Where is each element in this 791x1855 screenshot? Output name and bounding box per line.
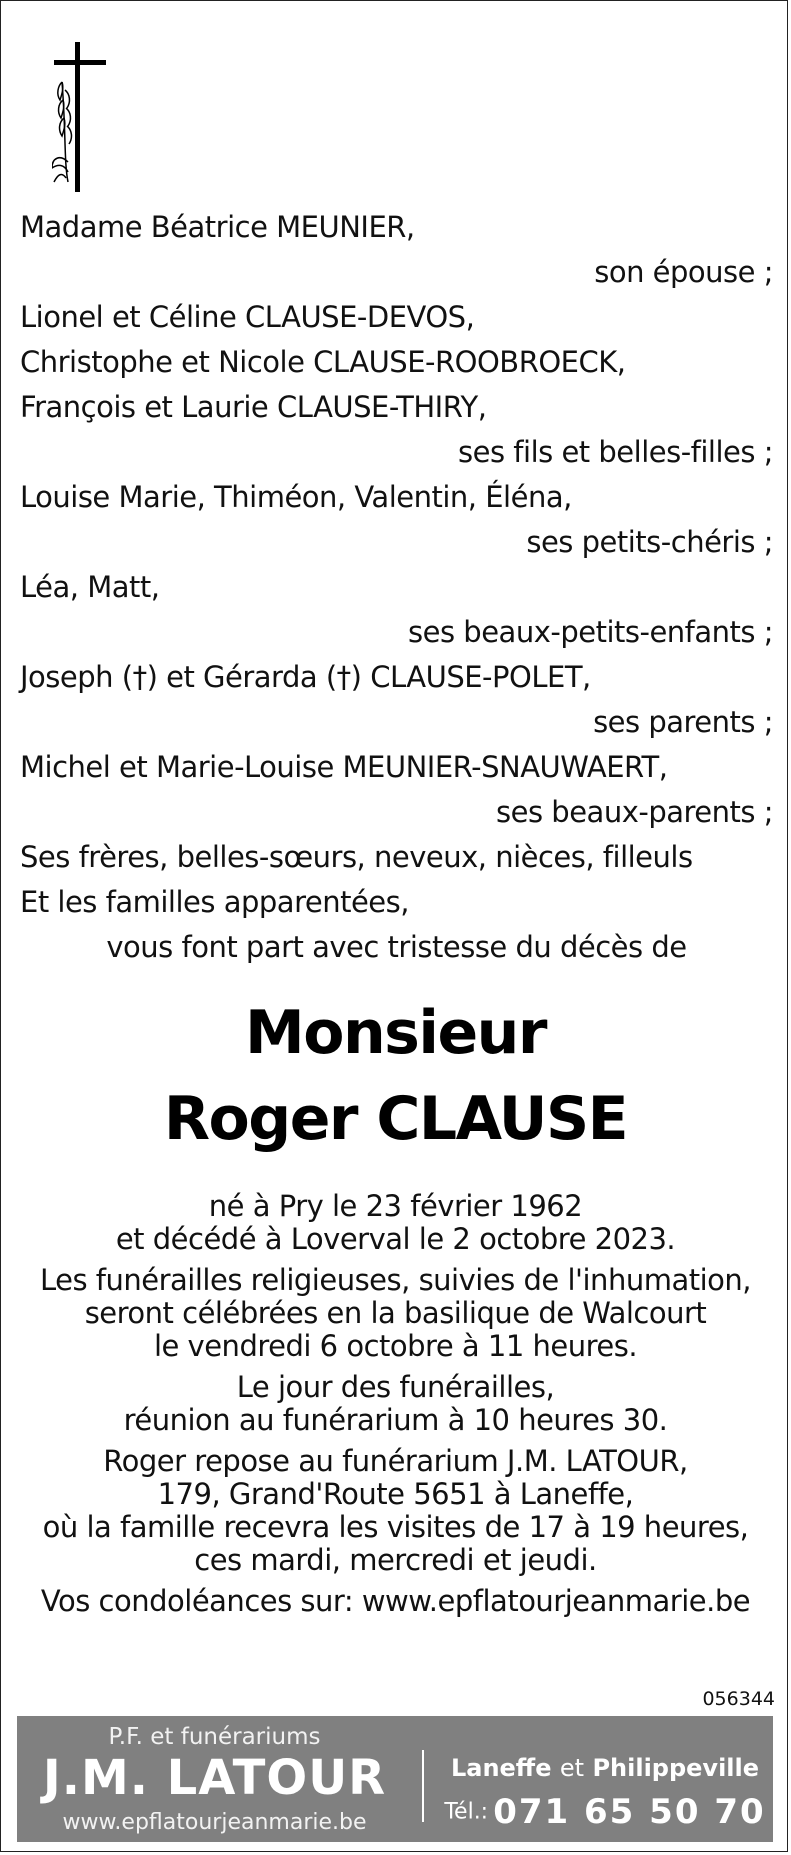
death-line: et décédé à Loverval le 2 octobre 2023. <box>115 1222 676 1256</box>
family-line: Michel et Marie-Louise MEUNIER-SNAUWAERT, <box>20 750 668 784</box>
relation-line: son épouse ; <box>594 255 773 289</box>
phone-label: Tél.: <box>444 1799 489 1825</box>
deceased-title: Monsieur <box>245 998 546 1068</box>
details-block <box>0 1190 791 1618</box>
relation-line: ses beaux-petits-enfants ; <box>408 615 773 649</box>
visitation-line: ces mardi, mercredi et jeudi. <box>194 1543 597 1577</box>
funeral-line: Les funérailles religieuses, suivies de l'inhumation, <box>39 1263 751 1297</box>
announcement-line: vous font part avec tristesse du décès de <box>106 930 687 964</box>
reference-number: 056344 <box>702 1688 775 1710</box>
birth-line: né à Pry le 23 février 1962 <box>208 1189 583 1223</box>
family-line: Ses frères, belles-sœurs, neveux, nièces, filleuls <box>20 840 693 874</box>
gathering-line: Le jour des funérailles, <box>236 1370 555 1404</box>
family-line: Léa, Matt, <box>20 570 160 604</box>
visitation-line: où la famille recevra les visites de 17 à 19 heures, <box>42 1510 749 1544</box>
location-philippeville: Philippeville <box>592 1754 760 1782</box>
location-conjunction: et <box>559 1754 585 1782</box>
condolences-line: Vos condoléances sur: www.epflatourjeanmarie.be <box>40 1584 751 1618</box>
funeral-home-contact <box>437 1716 773 1842</box>
relation-line: ses fils et belles-filles ; <box>458 435 773 469</box>
funeral-home-locations <box>437 1754 773 1782</box>
funeral-home-banner <box>17 1716 773 1842</box>
family-line: François et Laurie CLAUSE-THIRY, <box>20 390 487 424</box>
relation-line: ses parents ; <box>593 705 773 739</box>
family-line: Christophe et Nicole CLAUSE-ROOBROECK, <box>20 345 626 379</box>
visitation-line: 179, Grand'Route 5651 à Laneffe, <box>157 1477 634 1511</box>
funeral-home-info <box>17 1716 412 1842</box>
deceased-name-block <box>0 990 791 1162</box>
family-line: Madame Béatrice MEUNIER, <box>20 210 415 244</box>
funeral-home-subtitle: P.F. et funérariums <box>108 1724 321 1750</box>
visitation-line: Roger repose au funérarium J.M. LATOUR, <box>103 1444 688 1478</box>
relation-line: ses beaux-parents ; <box>496 795 773 829</box>
deceased-name: Roger CLAUSE <box>163 1084 628 1154</box>
funeral-line: seront célébrées en la basilique de Walcourt <box>84 1296 707 1330</box>
footer-divider <box>422 1750 424 1822</box>
family-list <box>20 205 773 970</box>
location-laneffe: Laneffe <box>450 1754 552 1782</box>
cross-with-wheat-icon <box>52 42 132 192</box>
family-line: Et les familles apparentées, <box>20 885 409 919</box>
phone-block <box>437 1792 773 1832</box>
phone-number[interactable]: 071 65 50 70 <box>493 1792 766 1832</box>
funeral-line: le vendredi 6 octobre à 11 heures. <box>153 1329 638 1363</box>
family-line: Joseph (†) et Gérarda (†) CLAUSE-POLET, <box>20 660 591 694</box>
funeral-home-name: J.M. LATOUR <box>42 1750 387 1806</box>
family-line: Louise Marie, Thiméon, Valentin, Éléna, <box>20 480 572 514</box>
relation-line: ses petits-chéris ; <box>526 525 773 559</box>
family-line: Lionel et Céline CLAUSE-DEVOS, <box>20 300 475 334</box>
funeral-home-website[interactable]: www.epflatourjeanmarie.be <box>62 1810 367 1835</box>
gathering-line: réunion au funérarium à 10 heures 30. <box>123 1403 668 1437</box>
